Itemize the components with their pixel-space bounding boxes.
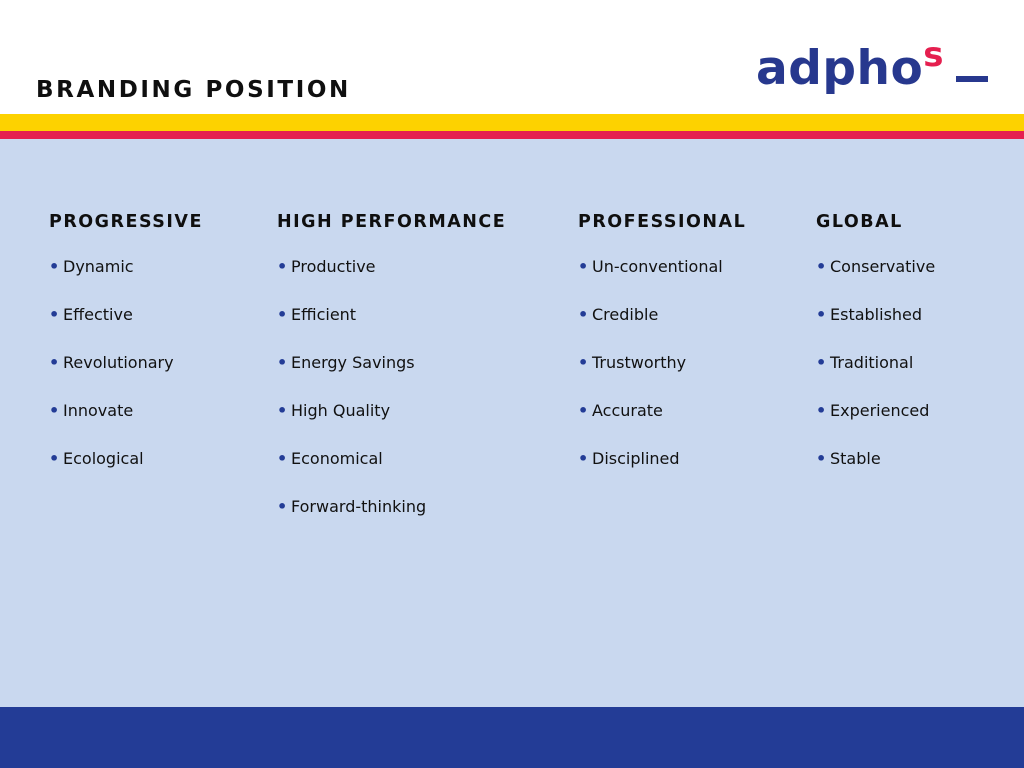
list-item <box>277 448 562 496</box>
list-item <box>49 256 259 304</box>
bullet-icon: • <box>578 401 589 420</box>
item-label: Ecological <box>63 449 144 468</box>
logo-wordmark-main: adpho <box>756 41 924 96</box>
item-label: Un-conventional <box>592 257 723 276</box>
item-list <box>578 256 803 496</box>
item-list <box>49 256 259 496</box>
bullet-icon: • <box>49 353 60 372</box>
list-item <box>277 496 562 544</box>
logo-wordmark <box>756 35 944 96</box>
logo-wordmark-accent: s <box>923 35 945 75</box>
list-item <box>816 304 1016 352</box>
red-stripe <box>0 131 1024 139</box>
list-item <box>578 400 803 448</box>
list-item <box>578 256 803 304</box>
column-heading: PROFESSIONAL <box>578 212 747 232</box>
item-label: Trustworthy <box>592 353 687 372</box>
list-item <box>816 400 1016 448</box>
bullet-icon: • <box>578 449 589 468</box>
list-item <box>578 448 803 496</box>
bullet-icon: • <box>578 257 589 276</box>
list-item <box>277 352 562 400</box>
list-item <box>277 256 562 304</box>
item-label: Accurate <box>592 401 663 420</box>
bullet-icon: • <box>49 305 60 324</box>
item-label: Disciplined <box>592 449 680 468</box>
bullet-icon: • <box>277 353 288 372</box>
item-label: Experienced <box>830 401 930 420</box>
logo-underline <box>956 76 988 82</box>
item-list <box>277 256 562 544</box>
item-label: Efficient <box>291 305 357 324</box>
list-item <box>277 400 562 448</box>
list-item <box>49 352 259 400</box>
list-item <box>816 448 1016 496</box>
item-label: Revolutionary <box>63 353 174 372</box>
item-label: Effective <box>63 305 133 324</box>
bullet-icon: • <box>816 353 827 372</box>
column-progressive <box>49 208 259 496</box>
list-item <box>277 304 562 352</box>
bullet-icon: • <box>277 257 288 276</box>
bullet-icon: • <box>277 497 288 516</box>
item-label: Established <box>830 305 923 324</box>
bullet-icon: • <box>578 305 589 324</box>
yellow-stripe <box>0 114 1024 131</box>
bullet-icon: • <box>578 353 589 372</box>
bullet-icon: • <box>277 401 288 420</box>
column-professional <box>578 208 803 496</box>
item-label: Conservative <box>830 257 936 276</box>
bullet-icon: • <box>816 401 827 420</box>
column-global <box>816 208 1016 496</box>
item-label: High Quality <box>291 401 391 420</box>
list-item <box>49 304 259 352</box>
header <box>0 0 1024 114</box>
item-label: Innovate <box>63 401 134 420</box>
list-item <box>816 352 1016 400</box>
bullet-icon: • <box>49 401 60 420</box>
item-list <box>816 256 1016 496</box>
bullet-icon: • <box>49 257 60 276</box>
bullet-icon: • <box>816 305 827 324</box>
bullet-icon: • <box>816 257 827 276</box>
list-item <box>578 352 803 400</box>
list-item <box>49 448 259 496</box>
item-label: Stable <box>830 449 881 468</box>
bullet-icon: • <box>277 305 288 324</box>
bullet-icon: • <box>816 449 827 468</box>
column-heading: HIGH PERFORMANCE <box>277 212 507 232</box>
column-high-performance <box>277 208 562 544</box>
page-title: BRANDING POSITION <box>36 77 351 103</box>
footer-band <box>0 707 1024 768</box>
column-heading: GLOBAL <box>816 212 903 232</box>
item-label: Forward-thinking <box>291 497 427 516</box>
item-label: Economical <box>291 449 383 468</box>
list-item <box>578 304 803 352</box>
item-label: Credible <box>592 305 659 324</box>
list-item <box>49 400 259 448</box>
column-heading: PROGRESSIVE <box>49 212 203 232</box>
bullet-icon: • <box>49 449 60 468</box>
bullet-icon: • <box>277 449 288 468</box>
list-item <box>816 256 1016 304</box>
item-label: Dynamic <box>63 257 134 276</box>
item-label: Productive <box>291 257 376 276</box>
item-label: Energy Savings <box>291 353 415 372</box>
adphos-logo <box>756 34 992 100</box>
item-label: Traditional <box>830 353 914 372</box>
